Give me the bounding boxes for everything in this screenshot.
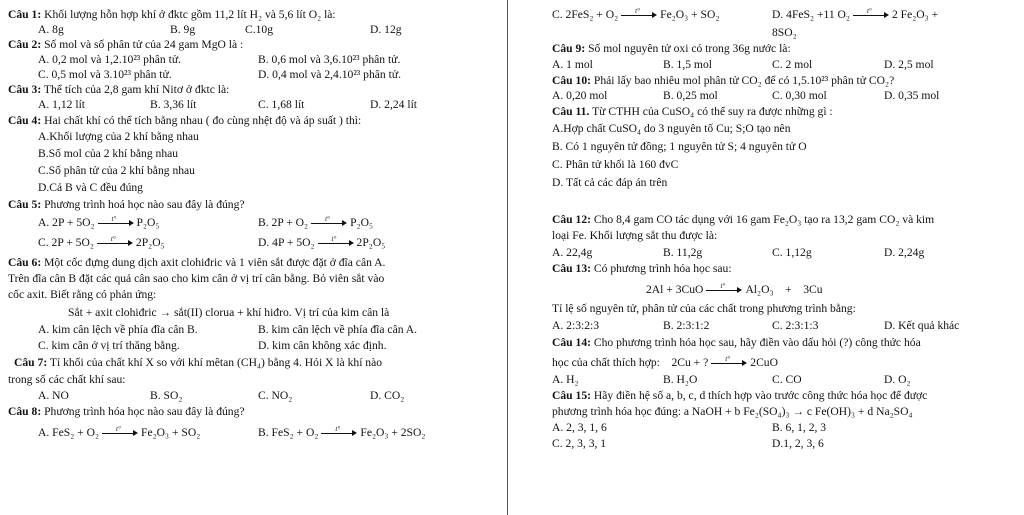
question-5: Câu 5: Phương trình hoá học nào sau đây là đúng? xyxy=(8,198,245,211)
q1-option-b[interactable]: B. 9g xyxy=(170,23,196,36)
q4-option-a[interactable]: A.Khối lượng của 2 khí bằng nhau xyxy=(38,130,199,143)
q2-option-d[interactable]: D. 0,4 mol và 2,4.10²³ phân tử. xyxy=(258,68,402,81)
question-4: Câu 4: Hai chất khí có thể tích bằng nhau ( đo cùng nhệt độ và áp suất ) thì: xyxy=(8,114,362,127)
q3-option-b[interactable]: B. 3,36 lít xyxy=(150,98,197,111)
q5-option-c[interactable]: C. 2P + 5O₂ t° 2P₂O₅ xyxy=(38,235,165,249)
q6-option-c[interactable]: C. kim cân ở vị trí thăng bằng. xyxy=(38,339,180,352)
question-10: Câu 10: Phải lấy bao nhiêu mol phân tử CO₂ để có 1,5.10²³ phân tử CO₂? xyxy=(552,74,895,87)
q2-option-b[interactable]: B. 0,6 mol và 3,6.10²³ phân tử. xyxy=(258,53,401,66)
q5-option-a[interactable]: A. 2P + 5O₂ t° P₂O₅ xyxy=(38,215,160,229)
q4-option-c[interactable]: C.Số phân tử của 2 khí bằng nhau xyxy=(38,164,195,177)
question-15-line-2: phương trình hóa học đúng: a NaOH + b Fe₂(SO₄)₃ → c Fe(OH)₃ + d Na₂SO₄ xyxy=(552,405,913,418)
question-13: Câu 13: Có phương trình hóa học sau: xyxy=(552,262,732,275)
q4-option-d[interactable]: D.Cả B và C đều đúng xyxy=(38,181,143,194)
question-12-line-2: loại Fe. Khối lượng sắt thu được là: xyxy=(552,229,718,242)
reaction-arrow: t° xyxy=(706,286,742,294)
q11-option-a[interactable]: A.Hợp chất CuSO₄ do 3 nguyên tố Cu; S;O tạo nên xyxy=(552,122,791,135)
reaction-arrow: t° xyxy=(318,239,354,247)
q3-option-d[interactable]: D. 2,24 lít xyxy=(370,98,418,111)
q13-option-d[interactable]: D. Kết quả khác xyxy=(884,319,960,332)
question-2: Câu 2: Số mol và số phân tử của 24 gam MgO là : xyxy=(8,38,244,51)
question-13-equation: 2Al + 3CuO t° Al₂O₃ + 3Cu xyxy=(646,282,823,296)
left-column xyxy=(0,0,508,515)
question-7-line-2: trong số các chất khí sau: xyxy=(8,373,126,386)
q12-option-a[interactable]: A. 22,4g xyxy=(552,246,593,259)
right-column xyxy=(508,0,1024,515)
q10-option-d[interactable]: D. 0,35 mol xyxy=(884,89,940,102)
q14-option-b[interactable]: B. H₂O xyxy=(663,373,698,386)
reaction-arrow: t° xyxy=(97,239,133,247)
q1-option-a[interactable]: A. 8g xyxy=(38,23,64,36)
q15-option-b[interactable]: B. 6, 1, 2, 3 xyxy=(772,421,827,434)
question-14-line-2: học của chất thích hợp: 2Cu + ? t° 2CuO xyxy=(552,355,778,369)
q1-option-d[interactable]: D. 12g xyxy=(370,23,402,36)
question-3: Câu 3: Thể tích của 2,8 gam khí Nitơ ở đktc là: xyxy=(8,83,230,96)
q11-option-c[interactable]: C. Phân tử khối là 160 đvC xyxy=(552,158,679,171)
q12-option-b[interactable]: B. 11,2g xyxy=(663,246,703,259)
q9-option-d[interactable]: D. 2,5 mol xyxy=(884,58,934,71)
q13-option-c[interactable]: C. 2:3:1:3 xyxy=(772,319,819,332)
question-6-line-3: cốc axit. Biết rằng có phản ứng: xyxy=(8,288,157,301)
q12-option-d[interactable]: D. 2,24g xyxy=(884,246,925,259)
question-6-line-2: Trên đĩa cân B đặt các quả cân sao cho kim cân ở vị trí cân bằng. Bỏ viên sắt vào xyxy=(8,272,385,285)
q4-option-b[interactable]: B.Số mol của 2 khí bằng nhau xyxy=(38,147,179,160)
question-12: Câu 12: Cho 8,4 gam CO tác dụng với 16 gam Fe₂O₃ tạo ra 13,2 gam CO₂ và kim xyxy=(552,213,935,226)
reaction-arrow: t° xyxy=(98,219,134,227)
q8-option-c[interactable]: C. 2FeS₂ + O₂ t° Fe₂O₃ + SO₂ xyxy=(552,7,720,21)
q10-option-a[interactable]: A. 0,20 mol xyxy=(552,89,608,102)
question-7: Câu 7: Tỉ khối của chất khí X so với khí mêtan (CH₄) bằng 4. Hỏi X là khí nào xyxy=(14,356,383,369)
question-11: Câu 11. Từ CTHH của CuSO₄ có thể suy ra được những gì : xyxy=(552,105,833,118)
q7-option-a[interactable]: A. NO xyxy=(38,389,69,402)
q10-option-b[interactable]: B. 0,25 mol xyxy=(663,89,718,102)
q8-option-b[interactable]: B. FeS₂ + O₂ t° Fe₂O₃ + 2SO₂ xyxy=(258,425,426,439)
q11-option-b[interactable]: B. Có 1 nguyên tử đồng; 1 nguyên tử S; 4 nguyên tử O xyxy=(552,140,807,153)
q6-option-d[interactable]: D. kim cân không xác định. xyxy=(258,339,387,352)
q15-option-a[interactable]: A. 2, 3, 1, 6 xyxy=(552,421,607,434)
q13-option-b[interactable]: B. 2:3:1:2 xyxy=(663,319,710,332)
q3-option-c[interactable]: C. 1,68 lít xyxy=(258,98,305,111)
q12-option-c[interactable]: C. 1,12g xyxy=(772,246,812,259)
q11-option-d[interactable]: D. Tất cả các đáp án trên xyxy=(552,176,668,189)
q5-option-d[interactable]: D. 4P + 5O₂ t° 2P₂O₅ xyxy=(258,235,386,249)
question-15: Câu 15: Hãy điền hệ số a, b, c, d thích hợp vào trước công thức hóa học để được xyxy=(552,389,928,402)
q8-option-d[interactable]: D. 4FeS₂ +11 O₂ t° 2 Fe₂O₃ + xyxy=(772,7,939,21)
q10-option-c[interactable]: C. 0,30 mol xyxy=(772,89,827,102)
q2-option-a[interactable]: A. 0,2 mol và 1,2.10²³ phân tử. xyxy=(38,53,182,66)
reaction-arrow: t° xyxy=(711,359,747,367)
q8-option-d-continued: 8SO₂ xyxy=(772,26,797,39)
question-8: Câu 8: Phương trình hóa học nào sau đây là đúng? xyxy=(8,405,245,418)
question-9: Câu 9: Số mol nguyên tử oxi có trong 36g nước là: xyxy=(552,42,791,55)
reaction-arrow: t° xyxy=(102,429,138,437)
q14-option-d[interactable]: D. O₂ xyxy=(884,373,911,386)
q15-option-d[interactable]: D.1, 2, 3, 6 xyxy=(772,437,824,450)
reaction-arrow: t° xyxy=(621,11,657,19)
reaction-arrow: t° xyxy=(311,219,347,227)
q14-option-c[interactable]: C. CO xyxy=(772,373,802,386)
reaction-arrow: t° xyxy=(321,429,357,437)
q1-option-c[interactable]: C.10g xyxy=(245,23,274,36)
q7-option-c[interactable]: C. NO₂ xyxy=(258,389,293,402)
q5-option-b[interactable]: B. 2P + O₂ t° P₂O₅ xyxy=(258,215,374,229)
q9-option-b[interactable]: B. 1,5 mol xyxy=(663,58,712,71)
q9-option-c[interactable]: C. 2 mol xyxy=(772,58,813,71)
q7-option-d[interactable]: D. CO₂ xyxy=(370,389,405,402)
q13-option-a[interactable]: A. 2:3:2:3 xyxy=(552,319,600,332)
reaction-arrow: t° xyxy=(853,11,889,19)
q3-option-a[interactable]: A. 1,12 lít xyxy=(38,98,86,111)
q8-option-a[interactable]: A. FeS₂ + O₂ t° Fe₂O₃ + SO₂ xyxy=(38,425,201,439)
q6-option-b[interactable]: B. kim cân lệch về phía đĩa cân A. xyxy=(258,323,418,336)
q6-option-a[interactable]: A. kim cân lệch về phía đĩa cân B. xyxy=(38,323,198,336)
q15-option-c[interactable]: C. 2, 3, 3, 1 xyxy=(552,437,607,450)
question-1: Câu 1: Khối lượng hỗn hợp khí ở đktc gồm 11,2 lít H₂ và 5,6 lít O₂ là: xyxy=(8,8,336,21)
question-6: Câu 6: Một cốc đựng dung dịch axit clohiđric và 1 viên sắt được đặt ở đĩa cân A. xyxy=(8,256,386,269)
q7-option-b[interactable]: B. SO₂ xyxy=(150,389,183,402)
q9-option-a[interactable]: A. 1 mol xyxy=(552,58,593,71)
question-6-reaction: Sắt + axit clohiđric → sắt(II) clorua + khí hiđro. Vị trí của kim cân là xyxy=(68,306,390,319)
question-13-line-2: Tỉ lệ số nguyên tử, phân tử của các chất trong phương trình bằng: xyxy=(552,302,856,315)
q14-option-a[interactable]: A. H₂ xyxy=(552,373,579,386)
question-14: Câu 14: Cho phương trình hóa học sau, hãy điền vào dấu hỏi (?) công thức hóa xyxy=(552,336,921,349)
q2-option-c[interactable]: C. 0,5 mol và 3.10²³ phân tử. xyxy=(38,68,172,81)
